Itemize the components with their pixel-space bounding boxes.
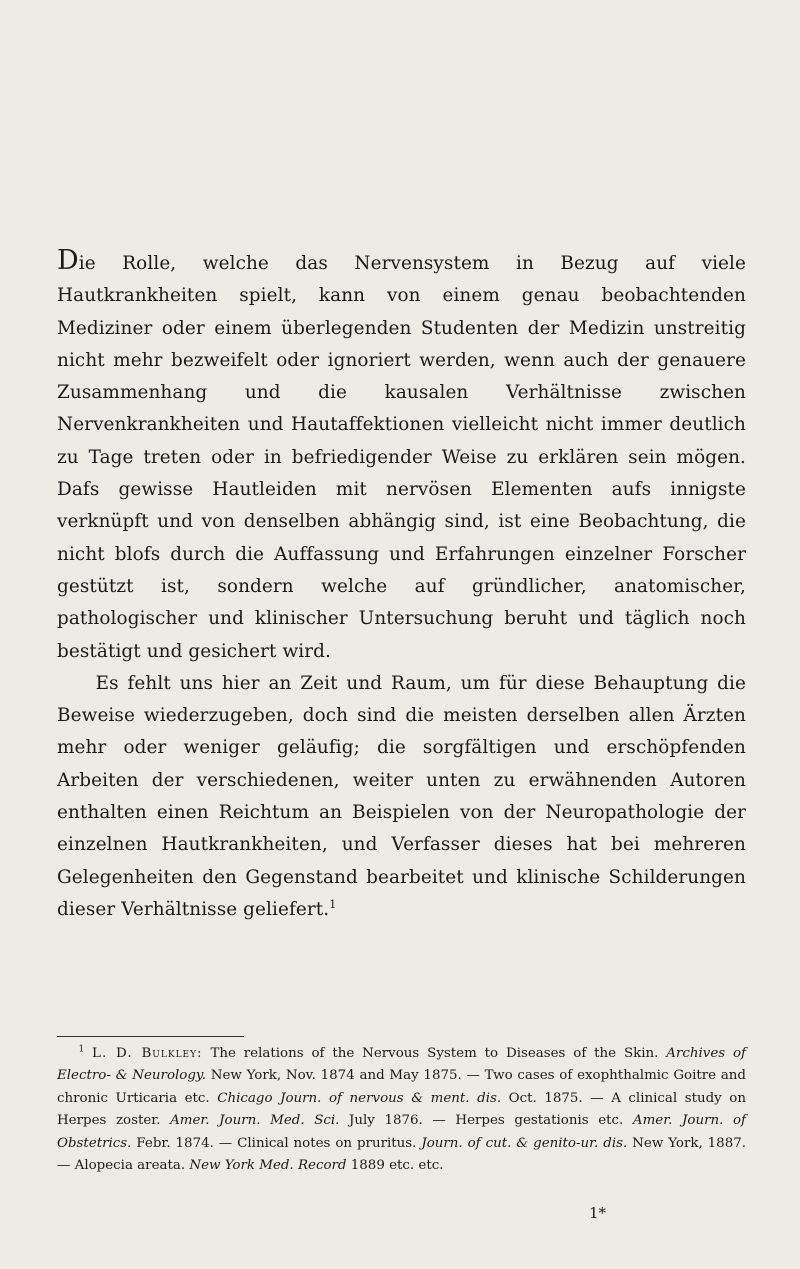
signature-mark: 1* (589, 1204, 607, 1222)
footnote-text-4: July 1876. — Herpes gestationis etc. (339, 1113, 633, 1129)
footnote-journal-2: Chicago Journ. of nervous & ment. dis. (217, 1090, 502, 1106)
footnote-text-7: 1889 etc. etc. (346, 1158, 444, 1174)
footnote-journal-4: Amer. Journ. of Obstetrics. (57, 1113, 746, 1151)
footnote-journal-1: Archives of Electro- & Neurology. (57, 1046, 747, 1084)
footnote-text-5: Febr. 1874. — Clinical notes on pruritus. (131, 1135, 422, 1151)
footnote-text-6: New York, 1887. — Alopecia areata. (57, 1135, 746, 1174)
footnote-text-3: Oct. 1875. — A clinical study on Herpes zoster. (57, 1090, 746, 1129)
footnote (57, 1043, 746, 1177)
footnote-journal-5: Journ. of cut. & genito-ur. dis. (421, 1135, 628, 1151)
paragraph-1-text: ie Rolle, welche das Nervensystem in Bezug auf viele Hautkrankheiten spielt, kann von einem genau beobachtenden Mediziner oder einem überlegenden Studenten der Medizin unstreitig nicht mehr bezweifelt oder ignoriert werden, wenn auch der genauere Zusammenhang und die kausalen Verhältnisse zwischen Nervenkrankheiten und Hautaffektionen vielleicht nicht immer deutlich zu Tage treten oder in befriedigender Weise zu erklären sein mögen. Dafs gewisse Hautleiden mit nervösen Elementen aufs innigste verknüpft und von denselben abhängig sind, ist eine Beobachtung, die nicht blofs durch die Auffassung und Erfahrungen einzelner Forscher gestützt ist, sondern welche auf gründlicher, anatomischer, pathologischer und klinischer Untersuchung beruht und täglich noch bestätigt und gesichert wird. (57, 253, 746, 662)
footnote-number: 1 (78, 1044, 85, 1055)
footnote-journal-6: New York Med. Record (189, 1158, 347, 1174)
paragraph-2 (57, 668, 746, 926)
footnote-text-1: The relations of the Nervous System to Diseases of the Skin. (202, 1046, 667, 1061)
footnote-author: L. D. Bulkley: (92, 1046, 203, 1061)
paragraph-2-text: Es fehlt uns hier an Zeit und Raum, um für diese Behauptung die Beweise wiederzugeben, doch sind die meisten derselben allen Ärzten mehr oder weniger geläufig; die sorgfältigen und erschöpfenden Arbeiten der verschiedenen, weiter unten zu erwähnenden Autoren enthalten einen Reichtum an Beispielen von der Neuropathologie der einzelnen Hautkrankheiten, und Verfasser dieses hat bei mehreren Gelegenheiten den Gegenstand bearbeitet und klinische Schilderungen dieser Verhältnisse geliefert. (57, 672, 746, 920)
main-text (57, 247, 746, 926)
footnote-rule (57, 1036, 244, 1037)
drop-cap: D (57, 245, 79, 276)
footnote-journal-3: Amer. Journ. Med. Sci. (170, 1113, 340, 1129)
footnote-text-2: New York, Nov. 1874 and May 1875. — Two cases of exophthalmic Goitre and chronic Urticaria etc. (57, 1068, 746, 1106)
paragraph-1 (57, 247, 746, 668)
footnote-reference: 1 (329, 897, 337, 911)
